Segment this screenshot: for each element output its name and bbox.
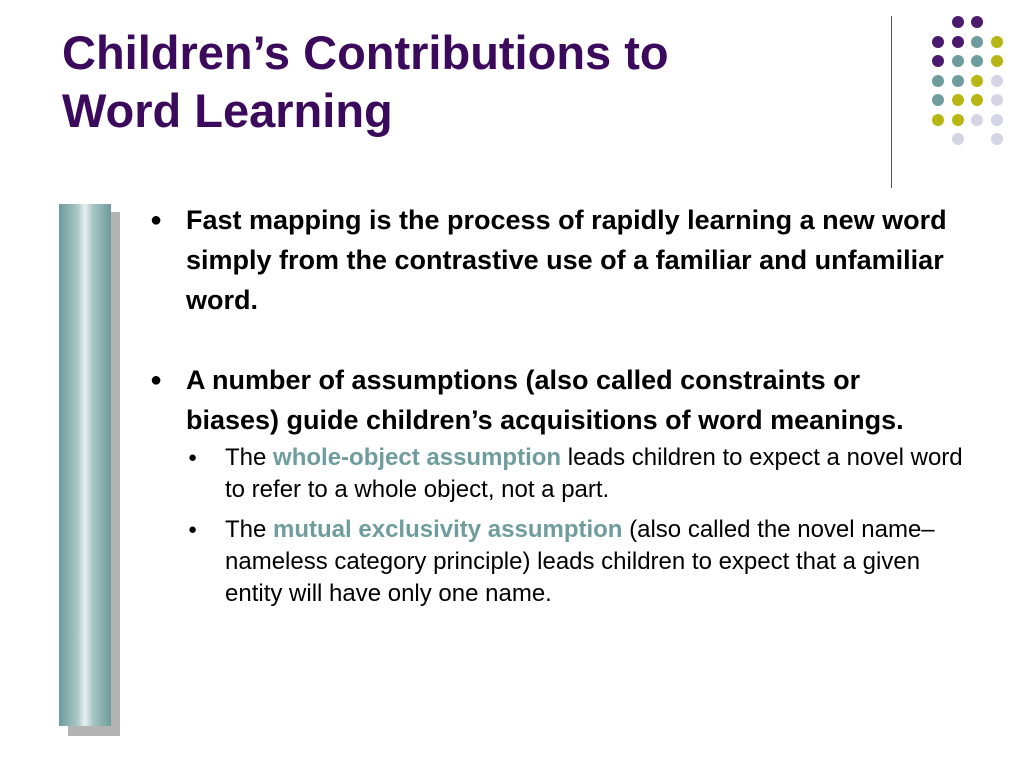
sub-bullet-whole-object [150, 442, 965, 506]
sub-bullet-prefix: The [225, 516, 274, 543]
decorative-dot [932, 55, 944, 67]
title-divider-line [891, 16, 892, 188]
bullet-dot-icon: ● [150, 369, 163, 391]
decorative-dot [971, 94, 983, 106]
slide-title-line-1: Children’s Contributions to [62, 26, 669, 79]
bullet-dot-icon: ● [150, 209, 163, 231]
decorative-dot [971, 36, 983, 48]
sub-bullet-text: (also called the novel name–nameless category principle) leads children to expect that a given entity will have only one name. [225, 516, 935, 607]
decorative-dot [991, 94, 1003, 106]
decorative-dot [991, 133, 1003, 145]
sub-bullet-mutual-exclusivity [150, 514, 965, 610]
sub-bullet-prefix: The [225, 444, 274, 471]
decorative-dot [971, 55, 983, 67]
decorative-dot [991, 55, 1003, 67]
decorative-dot [971, 75, 983, 87]
bullet-assumptions [150, 360, 946, 440]
slide-title [62, 24, 669, 140]
decorative-dot [991, 114, 1003, 126]
key-term: mutual exclusivity assumption [273, 516, 623, 543]
decorative-dot [952, 55, 964, 67]
sub-bullet-dot-icon: ● [188, 521, 198, 538]
decorative-dot [991, 36, 1003, 48]
decorative-dot [952, 36, 964, 48]
decorative-dot [932, 75, 944, 87]
decorative-dot [971, 114, 983, 126]
slide-body [150, 200, 970, 610]
sub-bullet-text: leads children to expect a novel word to refer to a whole object, not a part. [225, 444, 963, 503]
decorative-dot [952, 75, 964, 87]
decorative-dot [952, 114, 964, 126]
bullet-text: Fast mapping is the process of rapidly learning a new word simply from the contrastive use of a familiar and unfamiliar word. [186, 205, 947, 315]
decorative-side-bar [59, 204, 111, 726]
decorative-dot [932, 94, 944, 106]
decorative-dot [932, 36, 944, 48]
decorative-dot [952, 16, 964, 28]
decorative-dot [991, 75, 1003, 87]
bullet-fast-mapping [150, 200, 966, 320]
decorative-dot [952, 94, 964, 106]
decorative-dot [952, 133, 964, 145]
slide-title-line-2: Word Learning [62, 84, 393, 137]
key-term: whole-object assumption [273, 444, 562, 471]
decorative-dot [971, 16, 983, 28]
decorative-dot [932, 114, 944, 126]
bullet-text: A number of assumptions (also called constraints or biases) guide children’s acquisitions of word meanings. [186, 365, 904, 435]
sub-bullet-dot-icon: ● [188, 449, 198, 466]
